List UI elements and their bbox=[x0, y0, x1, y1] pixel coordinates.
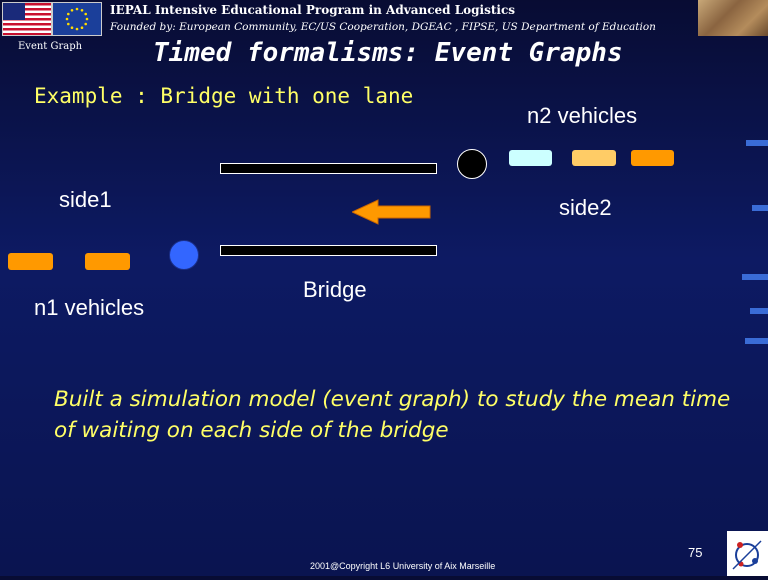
header-photo bbox=[698, 0, 768, 36]
semaphore-side1 bbox=[169, 240, 199, 270]
page-number: 75 bbox=[688, 545, 703, 560]
eu-flag-icon bbox=[52, 2, 102, 36]
n2-vehicles-label: n2 vehicles bbox=[527, 103, 638, 128]
decor-streak bbox=[742, 274, 768, 280]
vehicle-side2-1 bbox=[509, 150, 552, 166]
header-title: IEPAL Intensive Educational Program in Advanced Logistics bbox=[110, 3, 516, 17]
bridge-lane-bottom bbox=[220, 245, 437, 256]
side2-label: side2 bbox=[559, 195, 612, 220]
side1-label: side1 bbox=[59, 187, 112, 212]
body-text: Built a simulation model (event graph) to study the mean time of waiting on each side of the bridge bbox=[54, 387, 731, 443]
vehicle-side1-2 bbox=[85, 253, 130, 270]
section-label: Event Graph bbox=[18, 41, 83, 52]
semaphore-side2 bbox=[457, 149, 487, 179]
vehicle-side2-2 bbox=[572, 150, 616, 166]
arrow-left-icon bbox=[352, 198, 432, 226]
decor-streak bbox=[750, 308, 768, 314]
bridge-lane-top bbox=[220, 163, 437, 174]
decor-streak bbox=[745, 338, 768, 344]
n1-vehicles-label: n1 vehicles bbox=[34, 295, 145, 320]
vehicle-side1-1 bbox=[8, 253, 53, 270]
bridge-label: Bridge bbox=[303, 277, 367, 302]
vehicle-side2-3 bbox=[631, 150, 674, 166]
us-flag-icon bbox=[2, 2, 52, 36]
lsis-logo-icon bbox=[727, 531, 768, 576]
slide-title: Timed formalisms: Event Graphs bbox=[153, 38, 623, 68]
header-subtitle: Founded by: European Community, EC/US Cooperation, DGEAC , FIPSE, US Department of Education bbox=[110, 21, 656, 33]
decor-streak bbox=[752, 205, 768, 211]
decor-streak bbox=[746, 140, 768, 146]
example-heading: Example : Bridge with one lane bbox=[34, 84, 414, 108]
copyright: 2001@Copyright L6 University of Aix Marseille bbox=[310, 561, 496, 571]
